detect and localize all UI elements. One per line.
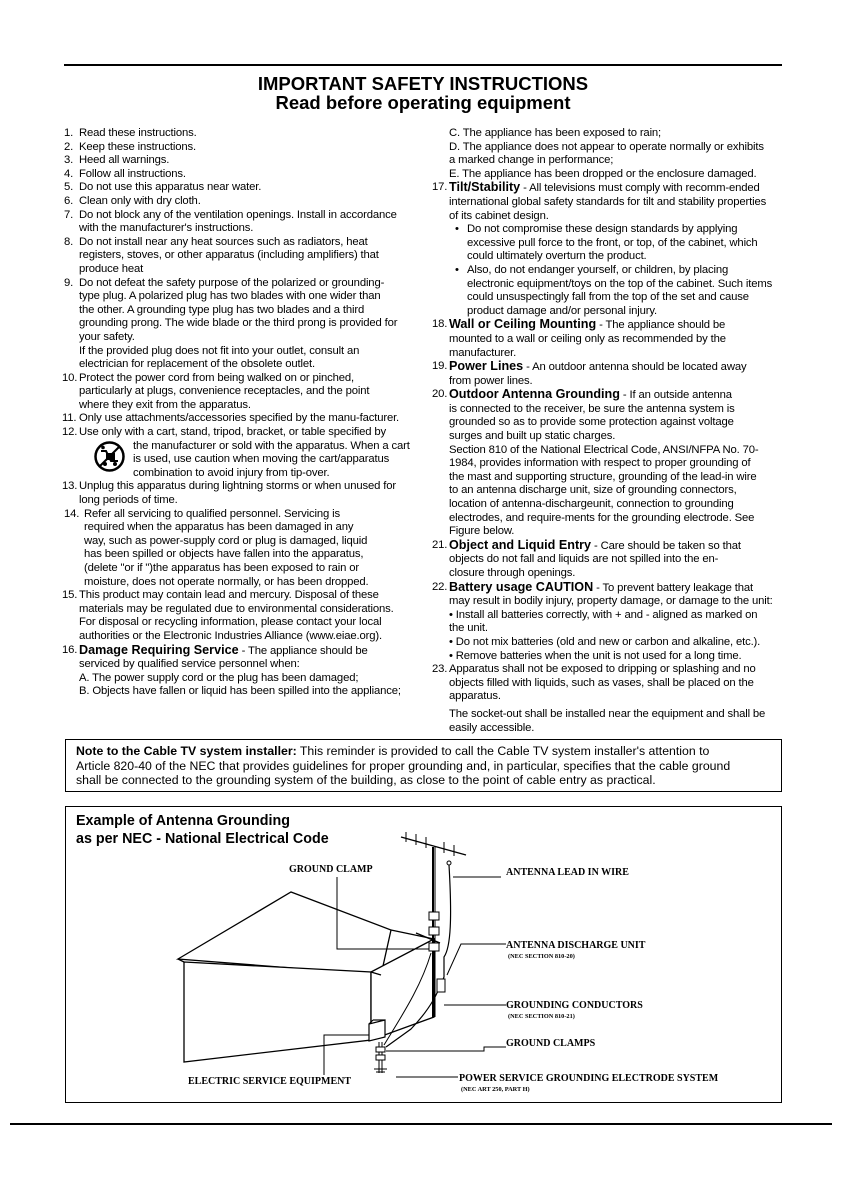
item-text: Clean only with dry cloth. <box>79 194 201 207</box>
item-text: surges and built up static charges. <box>449 430 616 443</box>
item-text: grounded so as to provide some protection against voltage <box>449 416 734 429</box>
item-number: 8. <box>64 235 74 248</box>
item-text: • Also, do not endanger yourself, or children, by placing <box>467 263 729 276</box>
item-text: the manufacturer or sold with the apparatus. When a cart <box>133 439 410 452</box>
item-text: - If an outside antenna <box>619 389 732 402</box>
list-item <box>434 388 782 539</box>
item-text: produce heat <box>79 262 144 275</box>
item-text: electrodes, and require-ments for the grounding electrode. See <box>449 511 755 524</box>
item-text: Follow all instructions. <box>79 167 186 180</box>
list-item <box>64 644 414 699</box>
item-text: required when the apparatus has been damaged in any <box>84 521 354 534</box>
item-text: For disposal or recycling information, please contact your local <box>79 616 382 629</box>
top-rule <box>64 64 782 66</box>
item-text: is connected to the receiver, be sure the antenna system is <box>449 402 735 415</box>
bullet-item <box>449 223 782 264</box>
item-text: mounted to a wall or ceiling only as recommended by the <box>449 332 726 345</box>
house-diagram <box>66 807 783 1104</box>
figure-title-line: as per NEC - National Electrical Code <box>76 831 329 847</box>
cable-installer-note <box>65 739 782 792</box>
ground-rod <box>374 1042 387 1073</box>
item-text: - To prevent battery leakage that <box>593 581 754 594</box>
list-item <box>64 181 414 195</box>
item-text: • Install all batteries correctly, with + and - aligned as marked on <box>449 608 758 621</box>
item-text: 1984, provides information with respect to proper grounding of <box>449 457 751 470</box>
item-heading: Outdoor Antenna Grounding <box>449 387 620 402</box>
item-number: 12. <box>62 426 78 439</box>
item-heading: Battery usage CAUTION <box>449 579 594 594</box>
item-text: E. The appliance has been dropped or the enclosure damaged. <box>449 167 757 180</box>
item-number: 21. <box>432 538 448 551</box>
item-text: - The appliance should be <box>596 319 726 332</box>
item-text: way, such as power-supply cord or plug is damaged, liquid <box>84 534 368 547</box>
note-text: This reminder is provided to call the Cable TV system installer's attention to <box>296 744 710 758</box>
item-text: Do not install near any heat sources such as radiators, heat <box>79 235 368 248</box>
bottom-rule <box>10 1123 832 1125</box>
item-text: the unit. <box>449 622 488 635</box>
item-heading: Damage Requiring Service <box>79 642 239 657</box>
item-heading: Tilt/Stability <box>449 180 521 195</box>
item-text: combination to avoid injury from tip-over. <box>133 466 330 479</box>
item-text: C. The appliance has been exposed to rain; <box>449 127 662 139</box>
item-text: Apparatus shall not be exposed to dripping or splashing and no <box>449 663 756 676</box>
electrode-system-label: POWER SERVICE GROUNDING ELECTRODE SYSTEM <box>459 1073 719 1084</box>
discharge-unit-sublabel: (NEC SECTION 810-20) <box>508 953 575 960</box>
item-number: 23. <box>432 663 448 676</box>
item-text: your safety. <box>79 330 135 343</box>
list-item <box>64 236 414 277</box>
title-line: IMPORTANT SAFETY INSTRUCTIONS <box>257 73 589 94</box>
page-title <box>64 74 782 112</box>
item-heading: Power Lines <box>449 359 524 374</box>
item-text: closure through openings. <box>449 567 576 579</box>
item-number: 22. <box>432 580 448 593</box>
item-text: Read these instructions. <box>79 127 197 139</box>
item-text: • Remove batteries when the unit is not used for a long time. <box>449 649 742 662</box>
item-text: to an antenna discharge unit, size of grounding connectors, <box>449 484 737 497</box>
item-text: is used, use caution when moving the cart/apparatus <box>133 453 390 466</box>
list-item <box>434 539 782 581</box>
item-text: If the provided plug does not fit into your outlet, consult an <box>79 344 360 357</box>
grounding-conductors-sublabel: (NEC SECTION 810-21) <box>508 1013 575 1020</box>
item-text: A. The power supply cord or the plug has been damaged; <box>79 671 359 684</box>
item-text: electronic equipment/toys on the top of the cabinet. Such items <box>467 277 773 290</box>
item-text: - Care should be taken so that <box>591 539 741 552</box>
item-number: 1. <box>64 127 74 139</box>
item-text: the other. A grounding type plug has two blades and a third <box>79 303 365 316</box>
electric-service-label: ELECTRIC SERVICE EQUIPMENT <box>188 1076 352 1087</box>
item-text: • Do not compromise these design standards by applying <box>467 223 738 236</box>
grounding-conductors-label: GROUNDING CONDUCTORS <box>506 1000 643 1011</box>
item-text: - An outdoor antenna should be located away <box>523 361 747 374</box>
item-text: Section 810 of the National Electrical Code, ANSI/NFPA No. 70- <box>449 443 759 456</box>
item-text: could unsuspectingly fall from the top of the set and cause <box>467 291 749 304</box>
list-item-continued <box>434 127 782 181</box>
note-text: Article 820-40 of the NEC that provides guidelines for proper grounding and, in particular, specifies that the cable ground <box>76 758 731 773</box>
item-text: particularly at plugs, convenience receptacles, and the point <box>79 385 370 398</box>
item-text: excessive pull force to the front, or top, of the cabinet, which <box>467 236 758 249</box>
item-text: has been spilled or objects have fallen into the apparatus, <box>84 548 364 561</box>
item-text: - All televisions must comply with recomm-ended <box>520 182 760 195</box>
electrode-system-sublabel: (NEC ART 250, PART H) <box>461 1086 530 1093</box>
item-text: objects do not fall and liquids are not spilled into the en- <box>449 553 719 566</box>
figure-title-line: Example of Antenna Grounding <box>76 813 290 829</box>
list-item <box>64 508 414 590</box>
antenna-lead-label: ANTENNA LEAD IN WIRE <box>506 867 629 878</box>
item-number: 10. <box>62 371 78 384</box>
item-number: 7. <box>64 208 74 221</box>
item-number: 4. <box>64 167 74 180</box>
note-text: shall be connected to the grounding system of the building, as close to the point of cable entry as practical. <box>76 773 656 787</box>
left-column <box>64 127 414 699</box>
item-number: 5. <box>64 181 74 194</box>
item-text: Do not block any of the ventilation openings. Install in accordance <box>79 208 397 221</box>
list-item <box>434 360 782 388</box>
item-number: 19. <box>432 360 448 373</box>
item-number: 2. <box>64 140 74 153</box>
item-text: Do not defeat the safety purpose of the polarized or grounding- <box>79 276 385 289</box>
item-text: serviced by qualified service personnel when: <box>79 658 300 671</box>
cart-tipover-icon <box>94 441 125 472</box>
item-text: could ultimately overturn the product. <box>467 250 647 263</box>
item-text: grounding prong. The wide blade or the third prong is provided for <box>79 317 398 330</box>
item-text: (delete "or if ")the apparatus has been exposed to rain or <box>84 562 360 574</box>
item-text: Heed all warnings. <box>79 154 170 167</box>
item-text: materials may be regulated due to environmental considerations. <box>79 602 394 615</box>
item-text: Do not use this apparatus near water. <box>79 181 262 194</box>
item-text: easily accessible. <box>449 721 535 734</box>
item-text: Figure below. <box>449 525 515 538</box>
item-heading: Object and Liquid Entry <box>449 537 592 552</box>
item-text: B. Objects have fallen or liquid has been spilled into the appliance; <box>79 685 401 698</box>
item-text: Keep these instructions. <box>79 140 196 153</box>
list-item <box>64 195 414 209</box>
item-text: Only use attachments/accessories specified by the manu-facturer. <box>79 412 400 425</box>
item-number: 18. <box>432 318 448 331</box>
ground-clamps-label: GROUND CLAMPS <box>506 1038 596 1049</box>
cart-warning <box>79 440 414 481</box>
item-text: Unplug this apparatus during lightning storms or when unused for <box>79 480 396 493</box>
item-text: with the manufacturer's instructions. <box>79 222 254 235</box>
item-number: 13. <box>62 480 78 493</box>
list-item <box>434 181 782 318</box>
list-item <box>64 154 414 168</box>
item-text: The socket-out shall be installed near the equipment and shall be <box>449 707 766 720</box>
item-text: a marked change in performance; <box>449 154 614 167</box>
item-text: may result in bodily injury, property damage, or damage to the unit: <box>449 595 773 608</box>
item-text: where they exit from the apparatus. <box>79 398 251 411</box>
item-number: 11. <box>62 412 77 425</box>
list-item <box>64 168 414 182</box>
list-item <box>64 141 414 155</box>
item-text: long periods of time. <box>79 494 178 507</box>
item-heading: Wall or Ceiling Mounting <box>449 317 597 332</box>
item-text: from power lines. <box>449 374 533 387</box>
socket-note <box>434 708 782 735</box>
list-item <box>64 127 414 141</box>
list-item <box>434 663 782 704</box>
item-text: authorities or the Electronic Industries Alliance (www.eiae.org). <box>79 629 382 642</box>
item-number: 16. <box>62 643 78 656</box>
item-text: the mast and supporting structure, grounding of the lead-in wire <box>449 470 757 483</box>
item-text: moisture, does not operate normally, or has been dropped. <box>84 575 369 588</box>
item-number: 6. <box>64 194 74 207</box>
item-text: location of antenna-dischargeunit, connection to grounding <box>449 498 734 511</box>
ground-clamp-label: GROUND CLAMP <box>289 864 373 875</box>
item-text: electrician for replacement of the obsolete outlet. <box>79 358 316 371</box>
note-heading: Note to the Cable TV system installer: <box>76 744 297 758</box>
item-number: 3. <box>64 154 74 167</box>
discharge-unit-label: ANTENNA DISCHARGE UNIT <box>506 940 646 951</box>
list-item <box>64 589 414 643</box>
list-item <box>64 426 414 480</box>
item-text: Use only with a cart, stand, tripod, bracket, or table specified by <box>79 426 387 439</box>
item-text: This product may contain lead and mercury. Disposal of these <box>79 589 379 602</box>
item-text: D. The appliance does not appear to operate normally or exhibits <box>449 140 764 153</box>
subtitle-line: Read before operating equipment <box>275 92 571 113</box>
item-text: registers, stoves, or other apparatus (including amplifiers) that <box>79 249 379 262</box>
list-item <box>434 581 782 664</box>
item-number: 15. <box>62 589 78 602</box>
item-number: 20. <box>432 388 448 401</box>
list-item <box>434 318 782 360</box>
item-text: type plug. A polarized plug has two blades with one wider than <box>79 290 381 303</box>
list-item <box>64 277 414 372</box>
item-text: - The appliance should be <box>238 644 368 657</box>
item-text: Protect the power cord from being walked on or pinched, <box>79 371 354 384</box>
antenna-grounding-figure <box>65 806 782 1103</box>
item-number: 17. <box>432 181 448 194</box>
item-text: product damage and/or personal injury. <box>467 304 658 317</box>
discharge-unit-shape <box>437 979 445 992</box>
item-text: • Do not mix batteries (old and new or carbon and alkaline, etc.). <box>449 635 761 648</box>
item-number: 9. <box>64 276 74 289</box>
list-item <box>64 372 414 413</box>
list-item <box>64 480 414 507</box>
item-text: international global safety standards for tilt and stability properties <box>449 195 767 208</box>
bullet-item <box>449 264 782 318</box>
item-text: Refer all servicing to qualified personnel. Servicing is <box>84 507 340 520</box>
right-column <box>434 127 782 735</box>
list-item <box>64 209 414 236</box>
item-number: 14. <box>64 507 80 520</box>
item-text: objects filled with liquids, such as vases, shall be placed on the <box>449 676 754 689</box>
item-text: apparatus. <box>449 690 501 703</box>
electric-service-box <box>369 1020 385 1041</box>
list-item <box>64 412 414 426</box>
item-text: of its cabinet design. <box>449 209 549 222</box>
item-text: manufacturer. <box>449 346 517 359</box>
